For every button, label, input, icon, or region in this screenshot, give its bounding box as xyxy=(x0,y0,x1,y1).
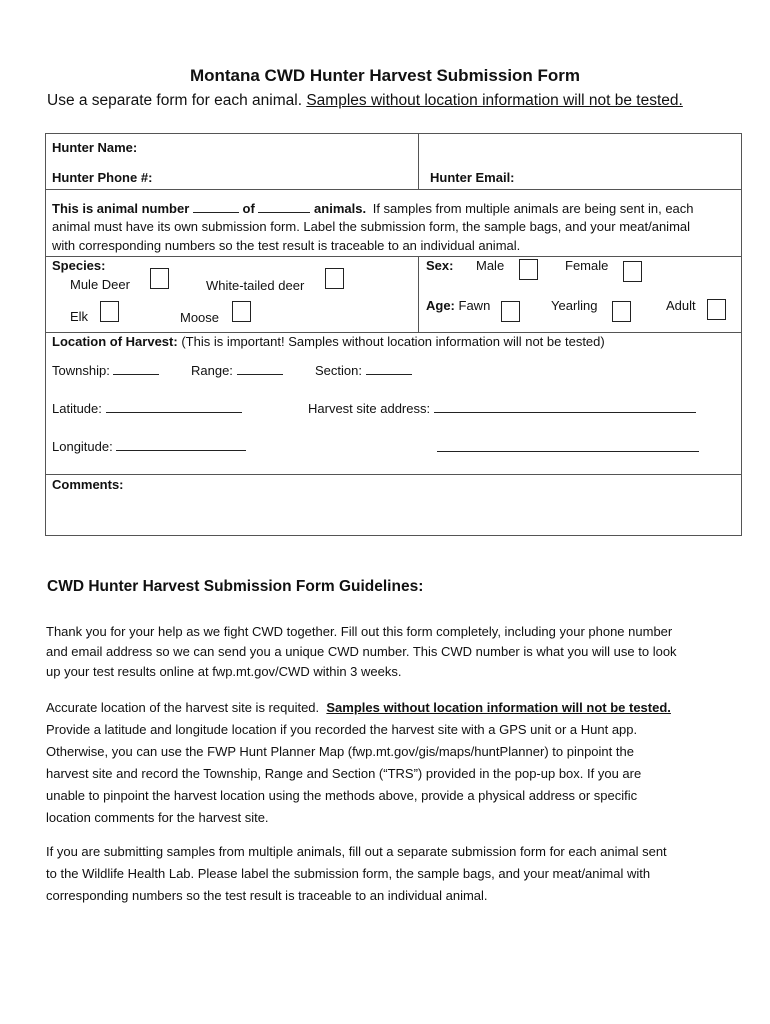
sex-male-label: Male xyxy=(476,258,505,273)
animal-total-field[interactable] xyxy=(258,201,310,213)
paragraph-line: and email address so we can send you a unique CWD number. This CWD number is what you will use to look xyxy=(46,644,677,659)
paragraph-line: location comments for the harvest site. xyxy=(46,810,269,825)
animal-number-of: of xyxy=(242,201,255,216)
longitude-field xyxy=(52,439,246,454)
age-row xyxy=(426,298,490,313)
paragraph-line: Thank you for your help as we fight CWD together. Fill out this form completely, including your phone number xyxy=(46,624,673,639)
section-label: Section: xyxy=(315,363,362,378)
form-divider xyxy=(45,332,742,333)
subtitle-warning: Samples without location information will not be tested. xyxy=(306,92,683,109)
age-yearling-label: Yearling xyxy=(551,298,598,313)
paragraph-line: unable to pinpoint the harvest location using the methods above, provide a physical address or specific xyxy=(46,788,638,803)
location-label: Location of Harvest: xyxy=(52,334,178,349)
age-fawn-checkbox[interactable] xyxy=(501,301,520,322)
harvest-address-field xyxy=(308,401,696,416)
species-whitetail-label: White-tailed deer xyxy=(206,278,305,293)
sex-male-checkbox[interactable] xyxy=(519,259,538,280)
harvest-address-line-2[interactable] xyxy=(437,439,699,457)
page-subtitle xyxy=(47,92,683,110)
harvest-address-label: Harvest site address: xyxy=(308,401,431,416)
animal-number-animals: animals. xyxy=(314,201,367,216)
form-divider xyxy=(418,133,419,189)
latitude-label: Latitude: xyxy=(52,401,102,416)
location-header xyxy=(52,334,605,349)
hunter-email-label: Hunter Email: xyxy=(430,170,515,185)
animal-number-field[interactable] xyxy=(193,201,239,213)
species-elk-checkbox[interactable] xyxy=(100,301,119,322)
species-moose-checkbox[interactable] xyxy=(232,301,251,322)
location-note: (This is important! Samples without location information will not be tested) xyxy=(181,334,605,349)
longitude-label: Longitude: xyxy=(52,439,113,454)
location-warning: Samples without location information will not be tested. xyxy=(326,700,671,715)
comments-area[interactable] xyxy=(50,495,736,531)
sex-female-label: Female xyxy=(565,258,609,273)
animal-number-instructions: If samples from multiple animals are being sent in, each xyxy=(372,201,694,216)
guidelines-paragraph-3 xyxy=(46,841,736,907)
age-yearling-checkbox[interactable] xyxy=(612,301,631,322)
species-label: Species: xyxy=(52,258,106,273)
form-divider xyxy=(45,189,742,190)
species-mule-deer-checkbox[interactable] xyxy=(150,268,169,289)
subtitle-plain: Use a separate form for each animal. xyxy=(47,92,303,109)
range-input[interactable] xyxy=(237,363,283,375)
harvest-address-input[interactable] xyxy=(434,401,696,413)
species-whitetail-checkbox[interactable] xyxy=(325,268,344,289)
comments-label: Comments: xyxy=(52,477,124,492)
guidelines-title: CWD Hunter Harvest Submission Form Guidelines: xyxy=(47,578,424,595)
paragraph-line: up your test results online at fwp.mt.gov/CWD within 3 weeks. xyxy=(46,664,402,679)
range-label: Range: xyxy=(191,363,233,378)
age-adult-label: Adult xyxy=(666,298,696,313)
form-divider xyxy=(45,256,742,257)
form-divider xyxy=(418,256,419,332)
hunter-name-label: Hunter Name: xyxy=(52,140,138,155)
township-field xyxy=(52,363,159,378)
paragraph-line xyxy=(46,697,736,719)
longitude-input[interactable] xyxy=(116,439,246,451)
animal-number-instructions-3: with corresponding numbers so the test result is traceable to an individual animal. xyxy=(52,238,521,253)
paragraph-text: Accurate location of the harvest site is requited. xyxy=(46,700,327,715)
latitude-input[interactable] xyxy=(106,401,242,413)
paragraph-line: to the Wildlife Health Lab. Please label the submission form, the sample bags, and your meat/animal with xyxy=(46,866,651,881)
species-elk-label: Elk xyxy=(70,309,89,324)
guidelines-paragraph-1 xyxy=(46,622,736,682)
form-divider xyxy=(45,474,742,475)
species-mule-deer-label: Mule Deer xyxy=(70,277,130,292)
species-moose-label: Moose xyxy=(180,310,220,325)
page-title: Montana CWD Hunter Harvest Submission Form xyxy=(189,66,581,85)
animal-number-line xyxy=(52,201,694,216)
township-input[interactable] xyxy=(113,363,159,375)
age-fawn-label: Fawn xyxy=(458,298,491,313)
animal-number-prefix: This is animal number xyxy=(52,201,190,216)
section-field xyxy=(315,363,412,378)
paragraph-line: If you are submitting samples from multiple animals, fill out a separate submission form for each animal sent xyxy=(46,844,667,859)
range-field xyxy=(191,363,283,378)
age-adult-checkbox[interactable] xyxy=(707,299,726,320)
guidelines-paragraph-2 xyxy=(46,697,736,829)
sex-label: Sex: xyxy=(426,258,454,273)
paragraph-line: Otherwise, you can use the FWP Hunt Planner Map (fwp.mt.gov/gis/maps/huntPlanner) to pinpoint the xyxy=(46,744,634,759)
section-input[interactable] xyxy=(366,363,412,375)
paragraph-line: Provide a latitude and longitude location if you recorded the harvest site with a GPS unit or a Hunt app. xyxy=(46,722,638,737)
sex-female-checkbox[interactable] xyxy=(623,261,642,282)
animal-number-instructions-2: animal must have its own submission form. Label the submission form, the sample bags, and your meat/animal xyxy=(52,219,691,234)
hunter-phone-label: Hunter Phone #: xyxy=(52,170,153,185)
latitude-field xyxy=(52,401,242,416)
township-label: Township: xyxy=(52,363,110,378)
paragraph-line: harvest site and record the Township, Range and Section (“TRS”) provided in the pop-up box. If you are xyxy=(46,766,642,781)
paragraph-line: corresponding numbers so the test result is traceable to an individual animal. xyxy=(46,888,488,903)
age-label: Age: xyxy=(426,298,455,313)
